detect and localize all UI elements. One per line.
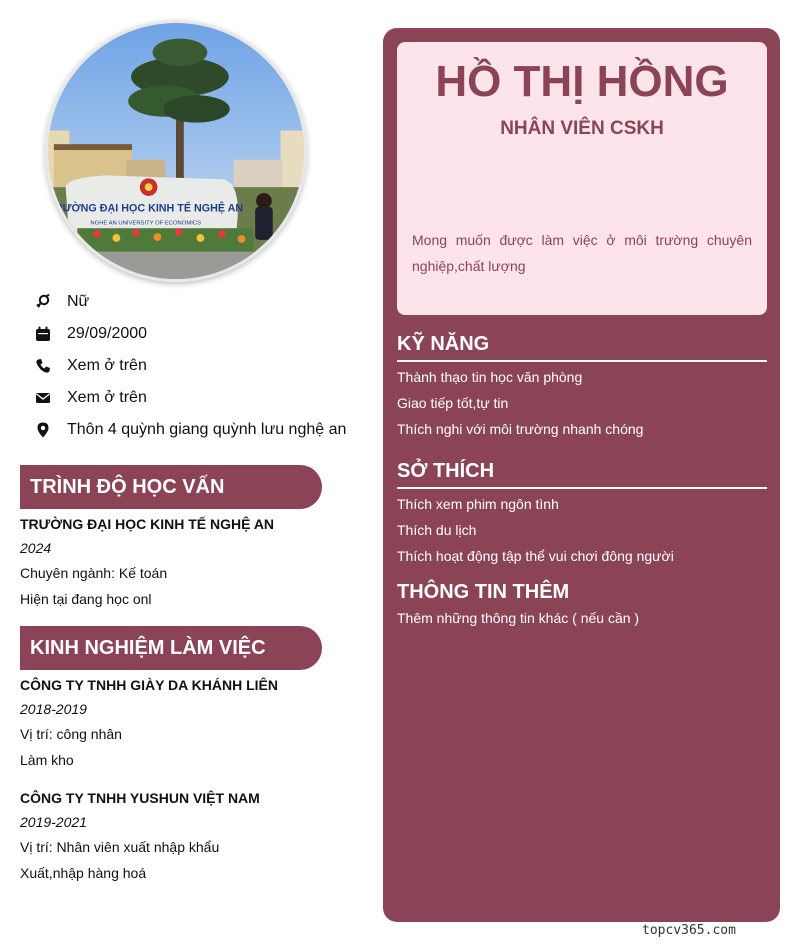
job-detail: Xuất,nhập hàng hoá [20, 865, 147, 881]
contact-gender: Nữ [34, 286, 374, 318]
education-block [20, 512, 360, 612]
career-objective: Mong muốn được làm việc ở môi trường chuyên nghiệp,chất lượng [412, 232, 752, 274]
skill-item: Giao tiếp tốt,tự tin [397, 395, 509, 411]
job-detail: Vị trí: Nhân viên xuất nhập khẩu [20, 839, 220, 855]
education-detail: Chuyên ngành: Kế toán [20, 565, 168, 581]
location-icon [34, 421, 52, 439]
hobbies-heading: SỞ THÍCH [397, 457, 767, 489]
footer-watermark: topcv365.com [642, 923, 736, 938]
skill-item: Thích nghi với môi trường nhanh chóng [397, 421, 644, 437]
contact-list [34, 286, 374, 446]
extra-info-heading: THÔNG TIN THÊM [397, 581, 570, 603]
skills-heading: KỸ NĂNG [397, 330, 767, 362]
education-heading: TRÌNH ĐỘ HỌC VẤN [20, 465, 322, 509]
email-icon [34, 389, 52, 407]
hobby-item: Thích hoạt động tập thể vui chơi đông người [397, 548, 674, 564]
school-name: TRƯỜNG ĐẠI HỌC KINH TẾ NGHỆ AN [20, 516, 275, 532]
hobby-item: Thích du lịch [397, 522, 477, 538]
candidate-role: NHÂN VIÊN CSKH [500, 118, 664, 139]
contact-email: Xem ở trên [34, 382, 374, 414]
candidate-name: HỒ THỊ HỒNG [435, 57, 729, 106]
contact-birthday: 29/09/2000 [34, 318, 374, 350]
education-detail: Hiện tại đang học onl [20, 591, 152, 607]
job-detail: Làm kho [20, 752, 74, 768]
phone-icon [34, 357, 52, 375]
skill-item: Thành thạo tin học văn phòng [397, 369, 583, 385]
contact-phone: Xem ở trên [34, 350, 374, 382]
job-detail: Vị trí: công nhân [20, 726, 122, 742]
job-period: 2018-2019 [20, 701, 87, 717]
svg-text:TRƯỜNG ĐẠI HỌC KINH TẾ NGHỆ AN: TRƯỜNG ĐẠI HỌC KINH TẾ NGHỆ AN [48, 202, 244, 215]
hobby-item: Thích xem phim ngôn tình [397, 496, 559, 512]
gender-icon [34, 293, 52, 311]
experience-heading: KINH NGHIỆM LÀM VIỆC [20, 626, 322, 670]
job-block [20, 786, 360, 886]
company-name: CÔNG TY TNHH YUSHUN VIỆT NAM [20, 790, 260, 806]
job-period: 2019-2021 [20, 814, 87, 830]
svg-text:NGHE AN UNIVERSITY OF ECONOMIC: NGHE AN UNIVERSITY OF ECONOMICS [90, 220, 202, 227]
profile-photo [45, 20, 307, 282]
education-year: 2024 [20, 540, 52, 556]
calendar-icon [34, 325, 52, 343]
extra-info-text: Thêm những thông tin khác ( nếu cần ) [397, 610, 640, 626]
company-name: CÔNG TY TNHH GIÀY DA KHÁNH LIÊN [20, 677, 278, 693]
contact-address: Thôn 4 quỳnh giang quỳnh lưu nghệ an [34, 414, 374, 446]
job-block [20, 673, 360, 773]
